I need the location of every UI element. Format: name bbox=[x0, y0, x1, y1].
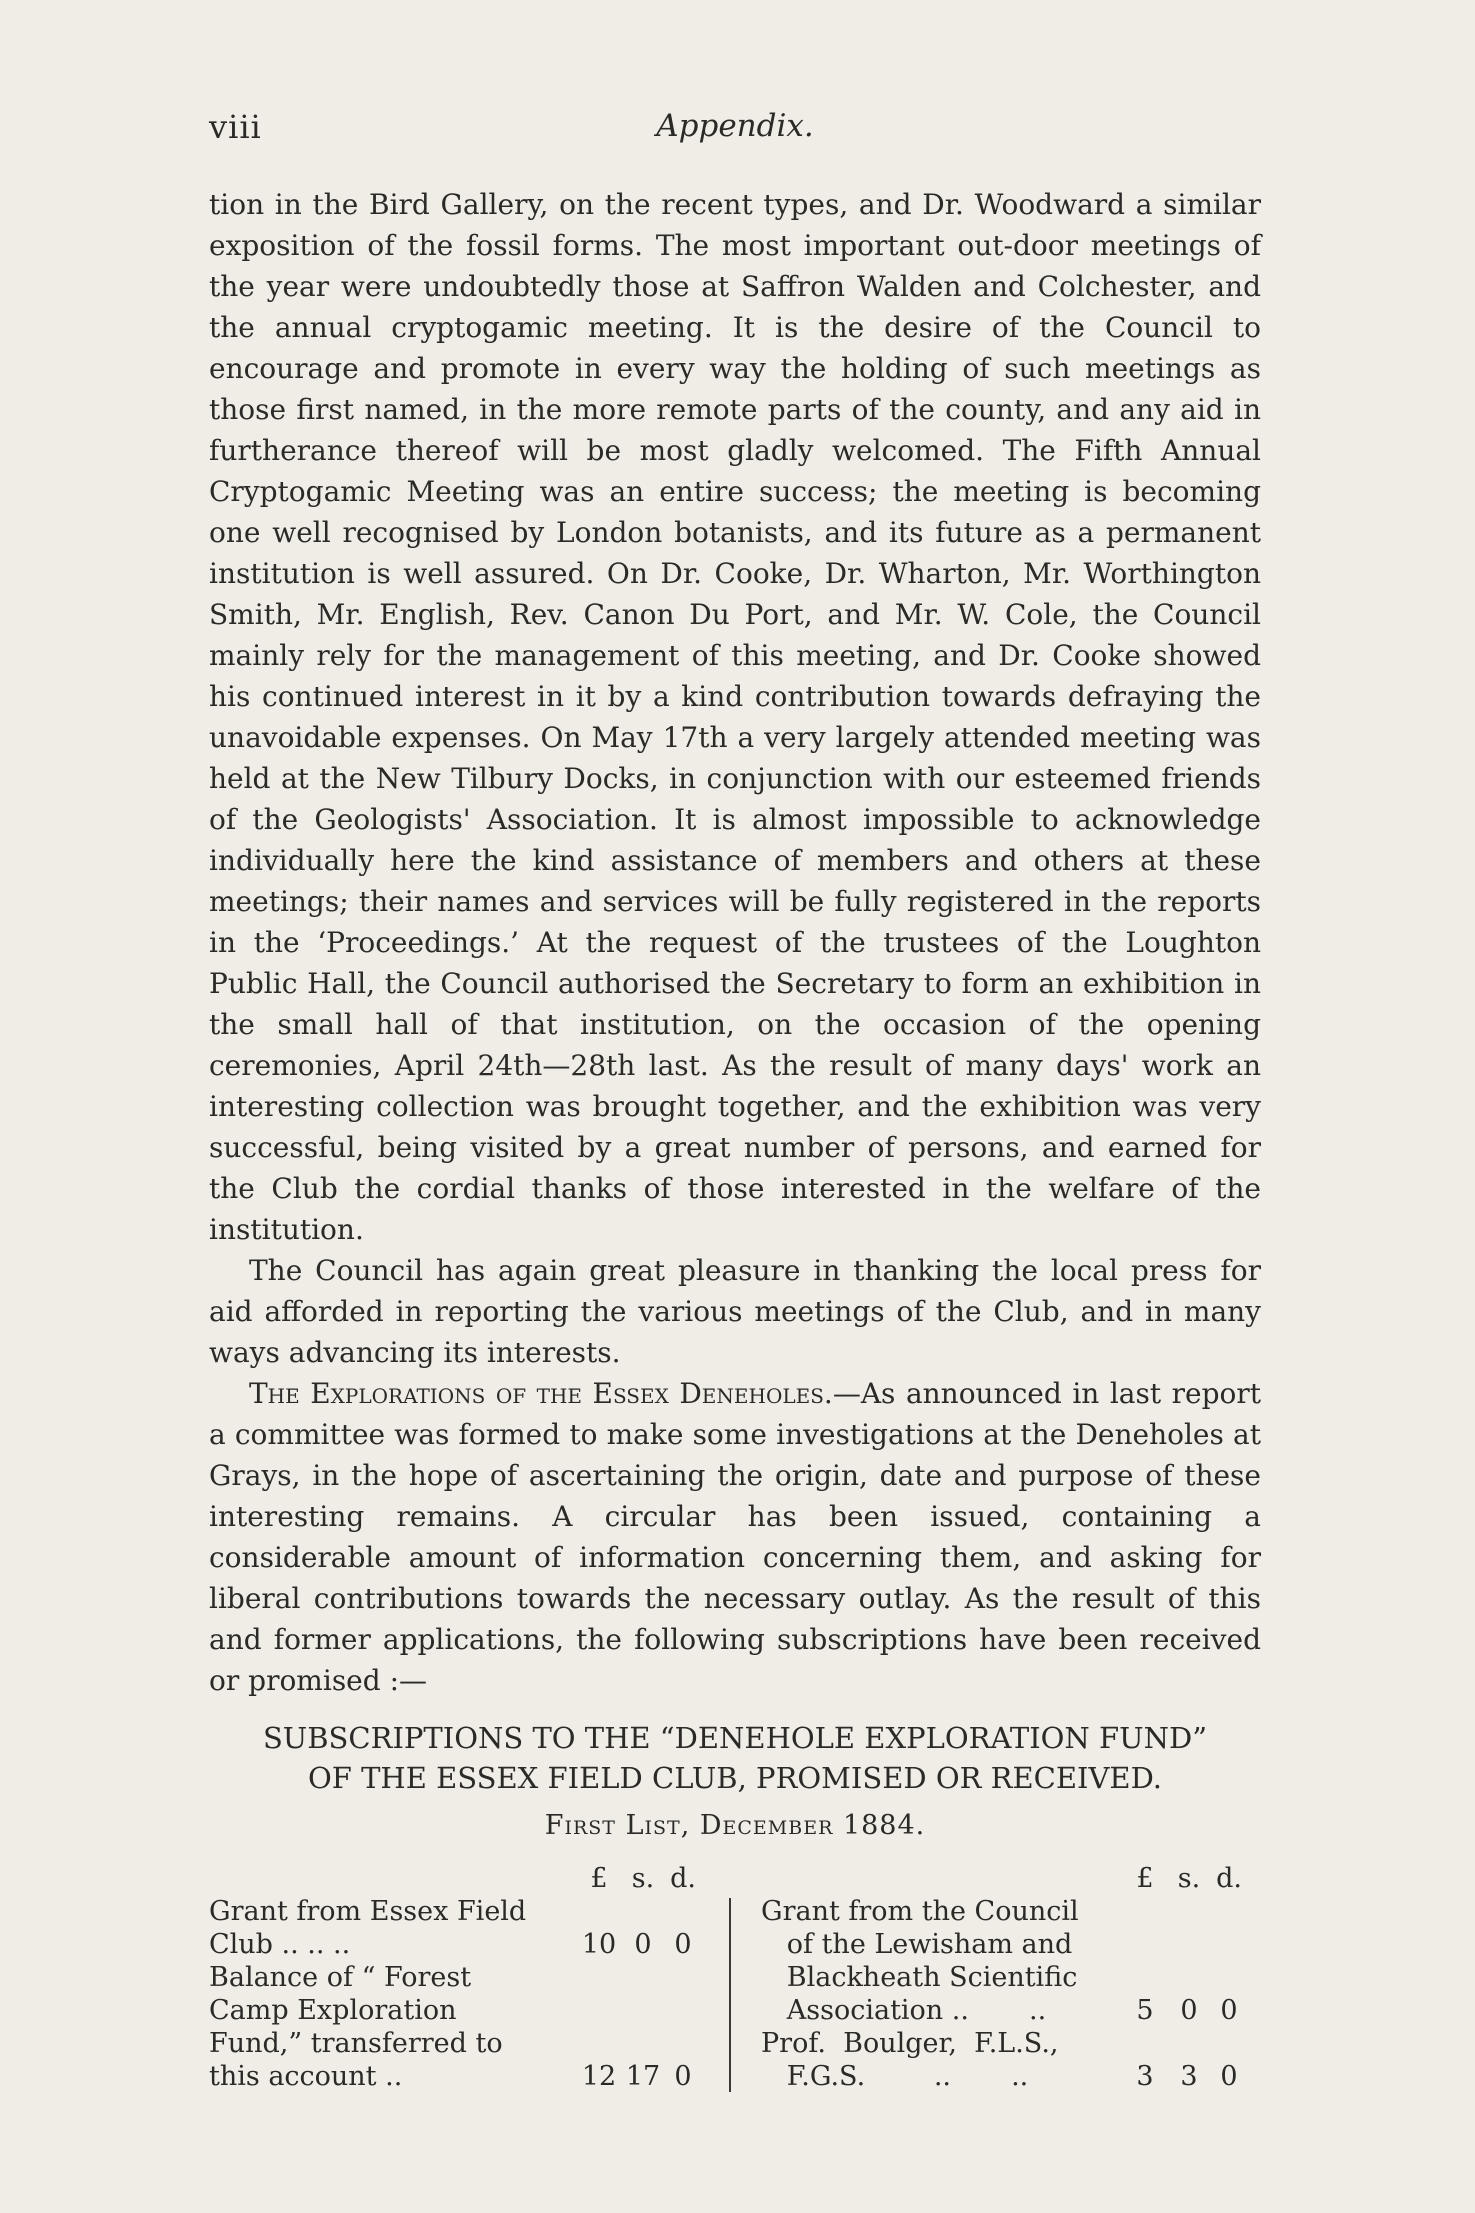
entry-line: Association .. .. bbox=[761, 1995, 1047, 2026]
amount-pounds: 10 bbox=[581, 1929, 617, 1960]
amount-pounds: 5 bbox=[1136, 1995, 1154, 2026]
entry-line: Fund,” transferred to bbox=[209, 2028, 503, 2059]
paragraph-press-thanks: The Council has again great pleasure in thanking the local press for aid afforded in reporting the various meetings of the Club, and in many ways advancing its interests. bbox=[209, 1254, 1261, 1369]
list-heading: First List, December 1884. bbox=[544, 1810, 926, 1841]
amount-shillings: 0 bbox=[1180, 1995, 1198, 2026]
shillings-header: s. bbox=[631, 1863, 655, 1894]
amount-pence: 0 bbox=[1220, 1995, 1238, 2026]
entry-line: Grant from Essex Field bbox=[209, 1896, 527, 1927]
entry-line: Balance of “ Forest bbox=[209, 1962, 472, 1993]
column-divider bbox=[729, 1898, 731, 2092]
entry-line: Blackheath Scientific bbox=[761, 1962, 1078, 1993]
shillings-header: s. bbox=[1177, 1863, 1201, 1894]
amount-pounds: 12 bbox=[581, 2061, 617, 2092]
running-title: Appendix. bbox=[656, 108, 814, 144]
entry-line: Grant from the Council bbox=[761, 1896, 1079, 1927]
amount-pence: 0 bbox=[674, 1929, 692, 1960]
entry-line: Club .. .. .. bbox=[209, 1929, 351, 1960]
entry-line: this account .. bbox=[209, 2061, 403, 2092]
amount-shillings: 0 bbox=[634, 1929, 652, 1960]
page-number: viii bbox=[209, 108, 262, 146]
subscriptions-title-line-1: SUBSCRIPTIONS TO THE “DENEHOLE EXPLORATION FUND” bbox=[262, 1721, 1208, 1755]
entry-line: Prof. Boulger, F.L.S., bbox=[761, 2028, 1059, 2059]
entry-line: Camp Exploration bbox=[209, 1995, 457, 2026]
deneholes-text: —As announced in last report a committee was formed to make some investigations at the Deneholes at Grays, in the hope of ascertaining the origin, date and purpose of these interesting remains. A circular has been issued, containing a considerable amount of information concerning them, and asking for liberal contributions towards the necessary outlay. As the result of this and former applications, the following subscriptions have been received or promised :— bbox=[209, 1377, 1261, 1697]
entry-line: F.G.S. .. .. bbox=[761, 2061, 1029, 2092]
entry-line: of the Lewisham and bbox=[761, 1929, 1073, 1960]
pounds-header: £ bbox=[590, 1863, 608, 1894]
body-text bbox=[209, 184, 1261, 1701]
amount-shillings: 3 bbox=[1180, 2061, 1198, 2092]
amount-pence: 0 bbox=[674, 2061, 692, 2092]
amount-pounds: 3 bbox=[1136, 2061, 1154, 2092]
subscriptions-title bbox=[209, 1718, 1261, 1798]
amount-pence: 0 bbox=[1220, 2061, 1238, 2092]
subscriptions-title-line-2: OF THE ESSEX FIELD CLUB, PROMISED OR RECEIVED. bbox=[307, 1761, 1163, 1795]
pounds-header: £ bbox=[1136, 1863, 1154, 1894]
paragraph-continuation: tion in the Bird Gallery, on the recent types, and Dr. Woodward a similar exposition of the fossil forms. The most important out-door meetings of the year were undoubtedly those at Saffron Walden and Colchester, and the annual cryptogamic meeting. It is the desire of the Council to encourage and promote in every way the holding of such meetings as those first named, in the more remote parts of the county, and any aid in furtherance thereof will be most gladly welcomed. The Fifth Annual Cryptogamic Meeting was an entire success; the meeting is becoming one well recognised by London botanists, and its future as a permanent institution is well assured. On Dr. Cooke, Dr. Wharton, Mr. Worthington Smith, Mr. English, Rev. Canon Du Port, and Mr. W. Cole, the Council mainly rely for the management of this meeting, and Dr. Cooke showed his continued interest in it by a kind contribution towards defraying the unavoidable expenses. On May 17th a very largely attended meeting was held at the New Tilbury Docks, in conjunction with our esteemed friends of the Geologists' Association. It is almost impossible to acknowledge individually here the kind assistance of members and others at these meetings; their names and services will be fully registered in the reports in the ‘Proceedings.’ At the request of the trustees of the Loughton Public Hall, the Council authorised the Secretary to form an exhibition in the small hall of that institution, on the occasion of the opening ceremonies, April 24th—28th last. As the result of many days' work an interesting collection was brought together, and the exhibition was very successful, being visited by a great number of persons, and earned for the Club the cordial thanks of those interested in the welfare of the institution. bbox=[209, 188, 1261, 1246]
subscriptions-table bbox=[209, 1862, 1261, 2092]
page-header bbox=[209, 108, 1261, 158]
paragraph-deneholes bbox=[209, 1373, 1261, 1701]
pence-header: d. bbox=[670, 1863, 696, 1894]
pence-header: d. bbox=[1216, 1863, 1242, 1894]
amount-shillings: 17 bbox=[625, 2061, 661, 2092]
deneholes-heading: The Explorations of the Essex Deneholes. bbox=[249, 1377, 833, 1410]
